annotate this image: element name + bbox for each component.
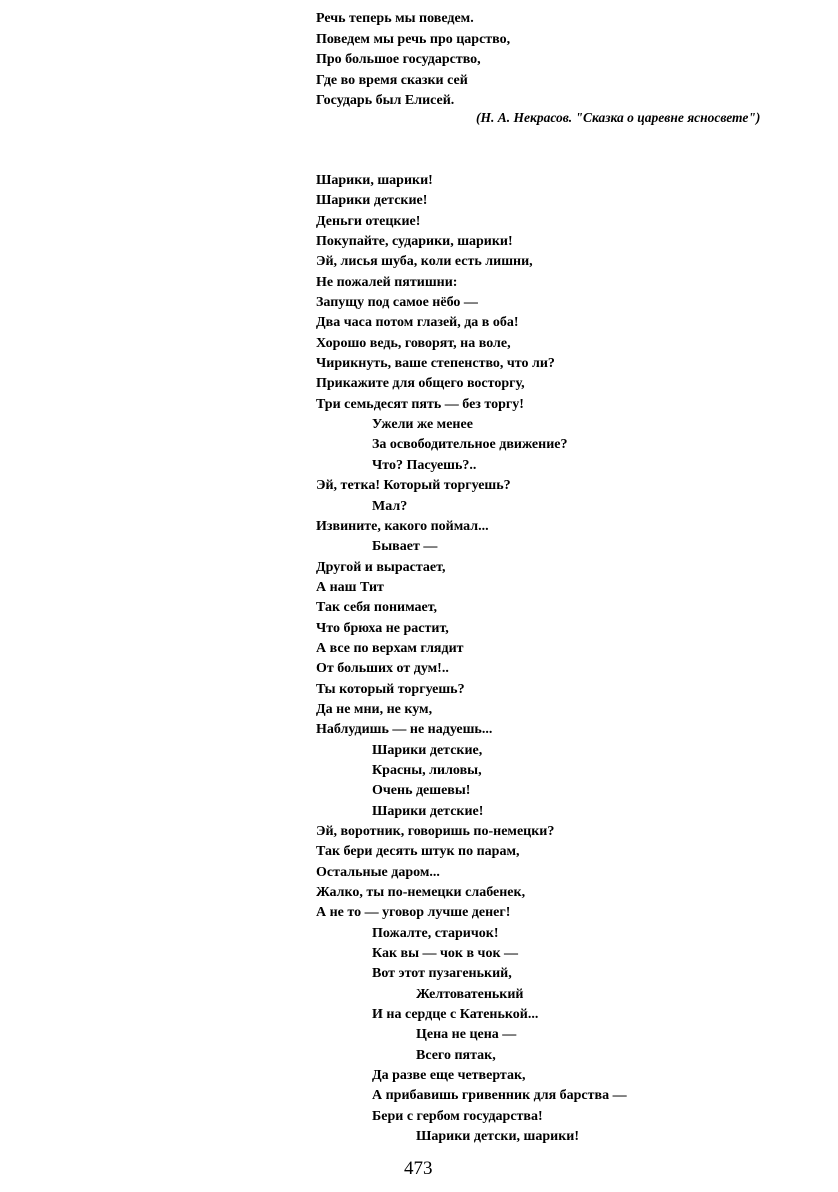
- epigraph-line: Поведем мы речь про царство,: [316, 31, 511, 47]
- page-number: 473: [404, 1158, 433, 1179]
- poem-line: Так себя понимает,: [316, 600, 438, 616]
- poem-line: Очень дешевы!: [372, 783, 471, 799]
- poem-line: Как вы — чок в чок —: [372, 946, 519, 962]
- poem-line: Два часа потом глазей, да в оба!: [316, 315, 519, 331]
- poem-line: Бери с гербом государства!: [372, 1108, 543, 1124]
- poem-line: Наблудишь — не надуешь...: [316, 722, 493, 738]
- poem-line: Шарики детские,: [372, 742, 483, 758]
- poem: [316, 171, 627, 1148]
- poem-line: Покупайте, сударики, шарики!: [316, 234, 513, 250]
- poem-line: Так бери десять штук по парам,: [316, 844, 520, 860]
- poem-line: От больших от дум!..: [316, 661, 449, 677]
- poem-line: Шарики, шарики!: [316, 173, 433, 188]
- poem-line: Не пожалей пятишни:: [316, 274, 458, 290]
- epigraph: [316, 9, 510, 112]
- poem-line: Остальные даром...: [316, 864, 440, 880]
- epigraph-attribution: (Н. А. Некрасов. "Сказка о царевне ясносвете"): [476, 110, 761, 125]
- poem-line: Цена не цена —: [416, 1027, 517, 1043]
- epigraph-line: Про большое государство,: [316, 52, 481, 68]
- poem-line: Пожалте, старичок!: [372, 925, 499, 941]
- epigraph-line: Речь теперь мы поведем.: [316, 11, 474, 26]
- poem-line: Мал?: [372, 498, 408, 514]
- epigraph-line: Где во время сказки сей: [316, 72, 468, 88]
- poem-line: Эй, тетка! Который торгуешь?: [316, 478, 511, 494]
- poem-line: Да разве еще четвертак,: [372, 1068, 526, 1084]
- poem-line: А все по верхам глядит: [316, 640, 464, 656]
- poem-line: Шарики детски, шарики!: [416, 1129, 580, 1145]
- poem-line: Бывает —: [372, 539, 438, 555]
- poem-line: Другой и вырастает,: [316, 559, 446, 575]
- poem-line: Да не мни, не кум,: [316, 701, 433, 717]
- epigraph-line: Государь был Елисей.: [316, 93, 455, 109]
- poem-line: Ужели же менее: [372, 417, 473, 433]
- poem-line: А прибавишь гривенник для барства —: [372, 1088, 627, 1104]
- poem-line: И на сердце с Катенькой...: [372, 1007, 539, 1023]
- poem-line: Что брюха не растит,: [316, 620, 449, 636]
- poem-line: Что? Пасуешь?..: [372, 457, 477, 473]
- poem-line: Ты который торгуешь?: [316, 681, 465, 697]
- poem-line: Эй, воротник, говоришь по-немецки?: [316, 824, 555, 839]
- poem-line: Всего пятак,: [416, 1047, 496, 1063]
- poem-line: Красны, лиловы,: [372, 762, 482, 778]
- poem-line: Шарики детские!: [316, 193, 428, 209]
- poem-line: Три семьдесят пять — без торгу!: [316, 396, 524, 412]
- poem-line: Прикажите для общего восторгу,: [316, 376, 525, 392]
- poem-line: Хорошо ведь, говорят, на воле,: [316, 335, 511, 351]
- poem-line: Желтоватенький: [416, 986, 524, 1002]
- poem-line: А наш Тит: [316, 579, 384, 595]
- poem-line: А не то — уговор лучше денег!: [316, 905, 511, 921]
- poem-line: Эй, лисья шуба, коли есть лишни,: [316, 254, 533, 270]
- poem-line: Извините, какого поймал...: [316, 518, 489, 534]
- poem-line: Шарики детские!: [372, 803, 484, 819]
- poem-line: Жалко, ты по-немецки слабенек,: [316, 885, 526, 901]
- poem-line: Вот этот пузагенький,: [372, 966, 512, 982]
- poem-line: Чирикнуть, ваше степенство, что ли?: [316, 356, 555, 372]
- poem-line: Запущу под самое нёбо —: [316, 295, 478, 311]
- poem-line: За освободительное движение?: [372, 437, 568, 453]
- poem-line: Деньги отецкие!: [316, 213, 421, 229]
